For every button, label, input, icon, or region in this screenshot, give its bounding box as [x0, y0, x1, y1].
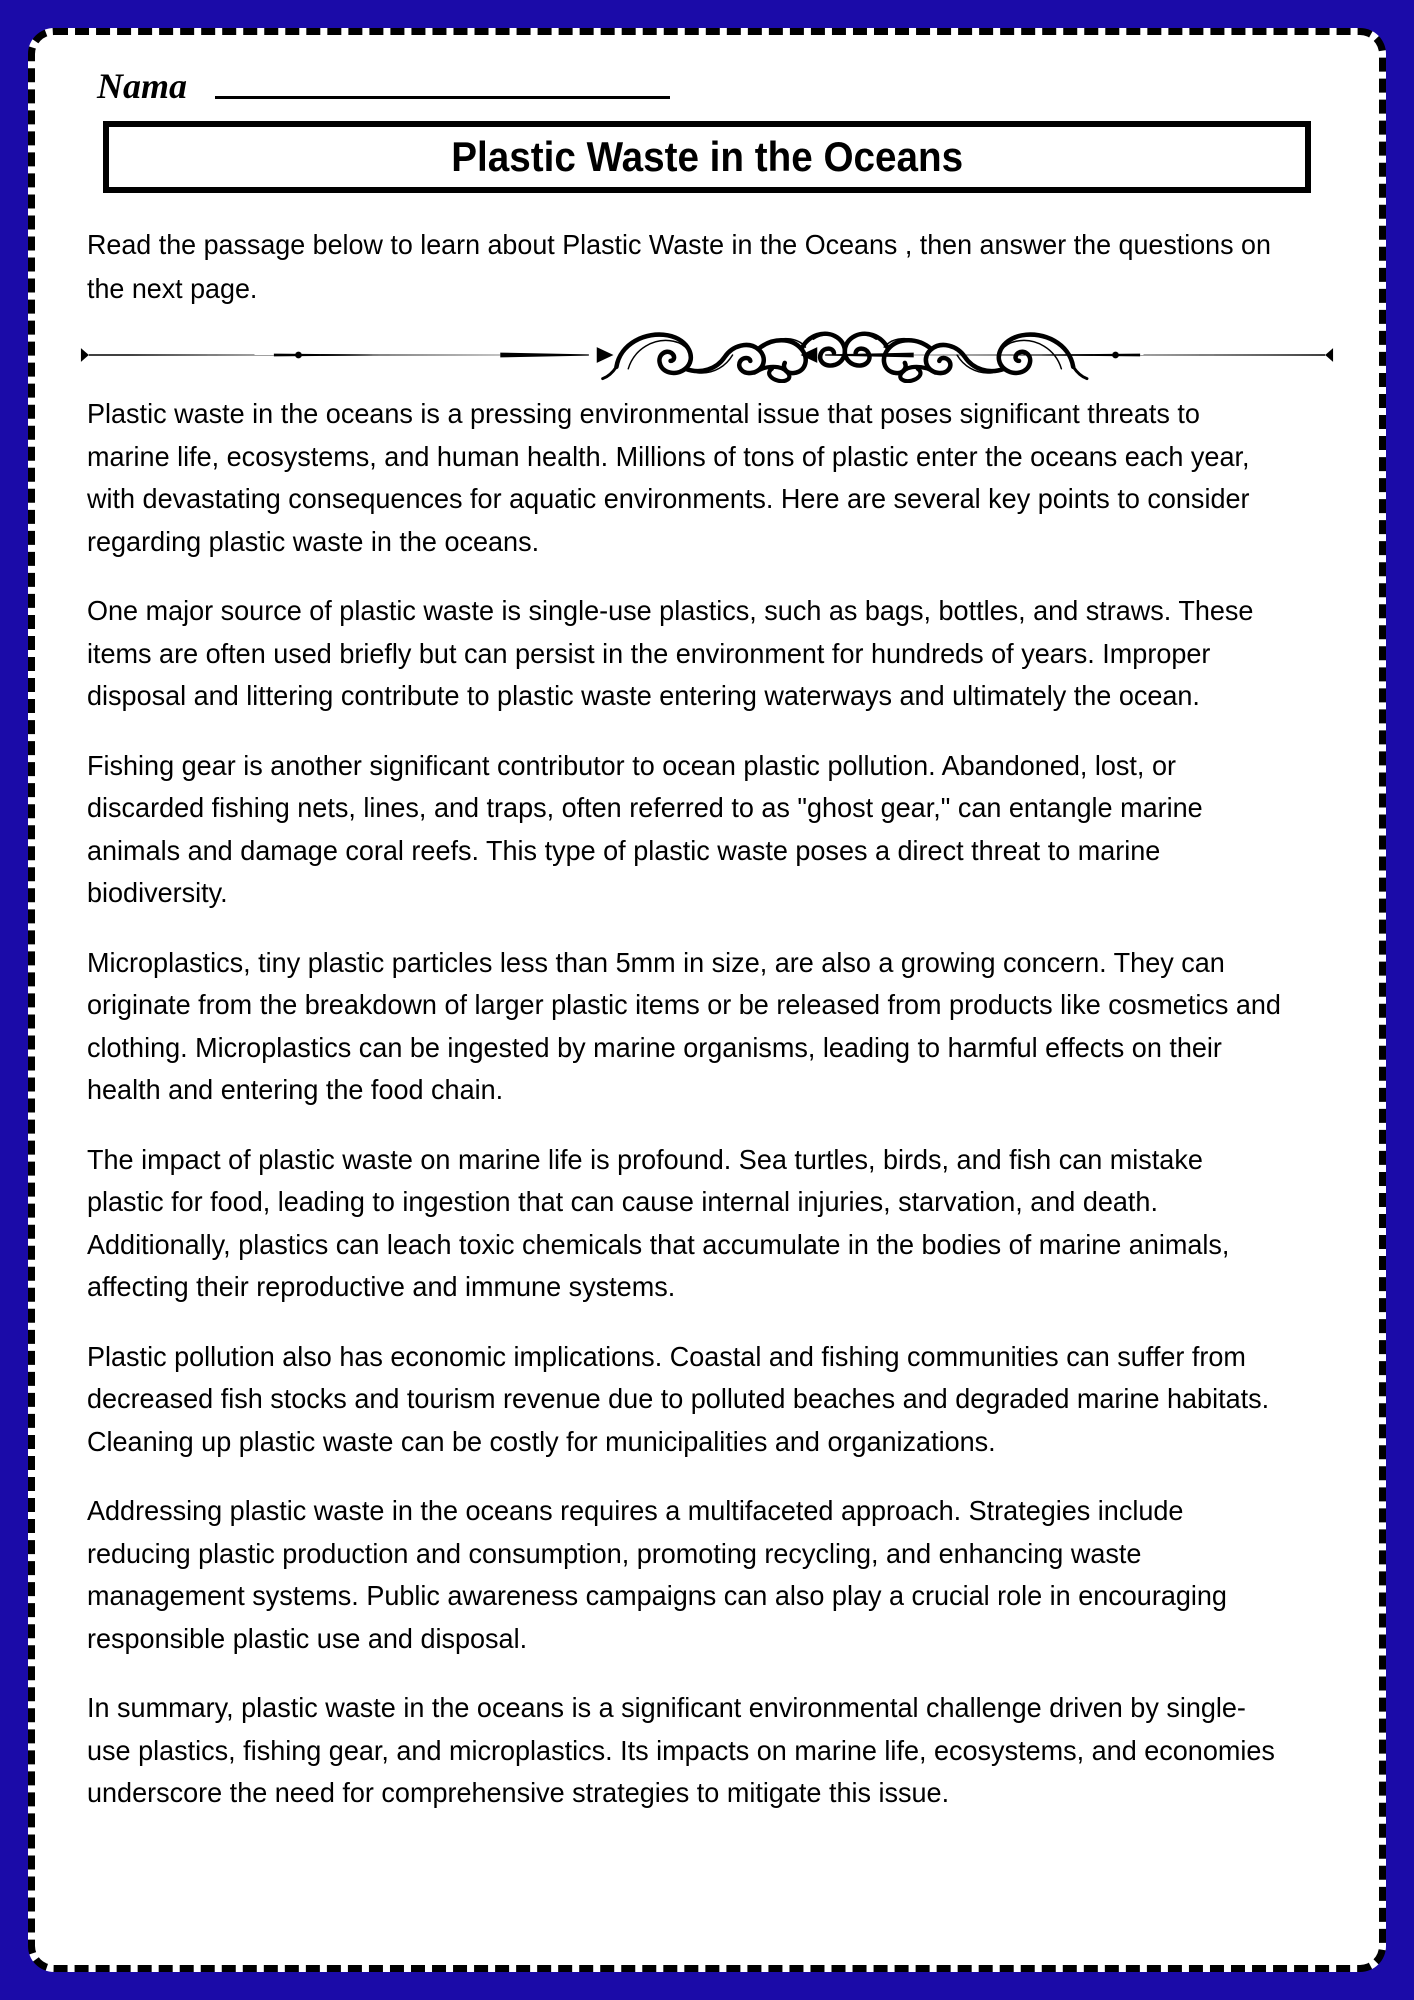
instructions-text: Read the passage below to learn about Plastic Waste in the Oceans , then answer the questions on the next page. [87, 229, 1271, 304]
passage-paragraph: In summary, plastic waste in the oceans is a significant environmental challenge driven by single-use plastics, fishing gear, and microplastics. Its impacts on marine life, ecosystems, and economies underscore the need for comprehensive strategies to mitigate this issue. [87, 1692, 1275, 1808]
name-blank-line[interactable] [215, 96, 670, 99]
worksheet-panel-inner [35, 35, 1379, 1965]
passage-paragraph: One major source of plastic waste is single-use plastics, such as bags, bottles, and straws. These items are often used briefly but can persist in the environment for hundreds of years. Improper disposal and littering contribute to plastic waste entering waterways and ultimately the ocean. [87, 595, 1254, 711]
passage-body [87, 393, 1284, 1815]
page-title: Plastic Waste in the Oceans [451, 133, 963, 180]
passage-paragraph: Plastic pollution also has economic implications. Coastal and fishing communities can suffer from decreased fish stocks and tourism revenue due to polluted beaches and degraded marine habitats. Cleaning up plastic waste can be costly for municipalities and organizations. [87, 1340, 1270, 1457]
title-box [103, 121, 1311, 193]
passage-paragraph: Addressing plastic waste in the oceans requires a multifaceted approach. Strategies include reducing plastic production and consumption, promoting recycling, and enhancing waste management systems. Public awareness campaigns can also play a crucial role in encouraging responsible plastic use and disposal. [87, 1495, 1227, 1654]
passage-paragraph: Plastic waste in the oceans is a pressing environmental issue that poses significant threats to marine life, ecosystems, and human health. Millions of tons of plastic enter the oceans each year, with devastating consequences for aquatic environments. Here are several key points to consider regarding plastic waste in the oceans. [87, 398, 1250, 557]
name-row [69, 49, 1345, 105]
name-label: Nama [97, 66, 187, 106]
passage-paragraph: Microplastics, tiny plastic particles less than 5mm in size, are also a growing concern. They can originate from the breakdown of larger plastic items or be released from products like cosmetics and clothing. Microplastics can be ingested by marine organisms, leading to harmful effects on their health and entering the food chain. [87, 946, 1281, 1105]
ornamental-flourish-divider-icon [77, 327, 1337, 383]
ornamental-divider [69, 327, 1345, 383]
passage-paragraph: The impact of plastic waste on marine life is profound. Sea turtles, birds, and fish can mistake plastic for food, leading to ingestion that can cause internal injuries, starvation, and death. Additionally, plastics can leach toxic chemicals that accumulate in the bodies of marine animals, affecting their reproductive and immune systems. [87, 1143, 1230, 1302]
passage-paragraph: Fishing gear is another significant contributor to ocean plastic pollution. Abandoned, lost, or discarded fishing nets, lines, and traps, often referred to as "ghost gear," can entangle marine animals and damage coral reefs. This type of plastic waste poses a direct threat to marine biodiversity. [87, 749, 1203, 908]
worksheet-page [28, 28, 1386, 1972]
